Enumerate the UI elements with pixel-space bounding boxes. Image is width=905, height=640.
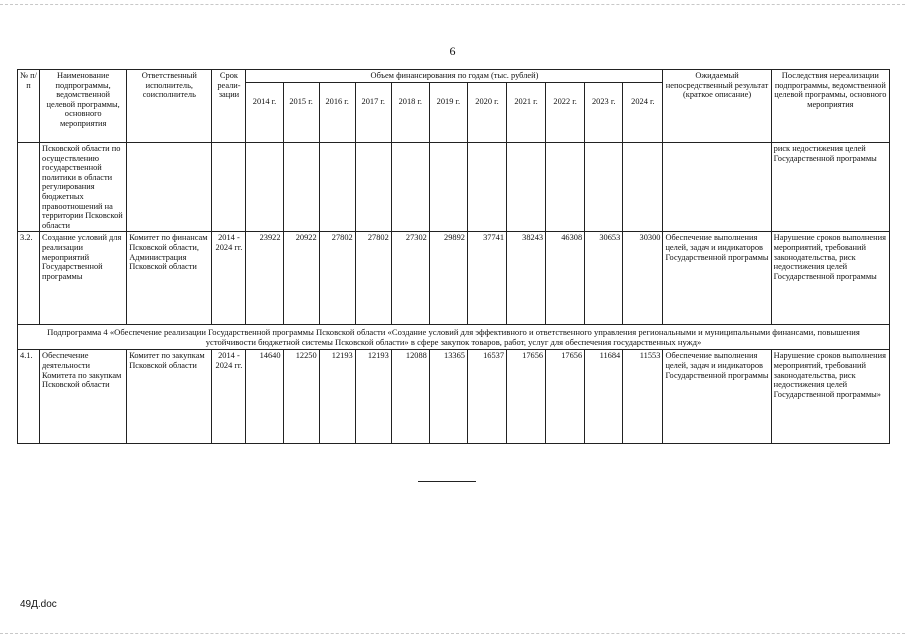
table-row-3-2 bbox=[18, 232, 890, 325]
header-num: № п/п bbox=[18, 70, 40, 143]
cell-result: Обеспечение выполнения целей, задач и индикаторов Государственной программы bbox=[663, 350, 771, 444]
year-header: 2019 г. bbox=[429, 83, 467, 143]
subprogram-title: Подпрограмма 4 «Обеспечение реализации Государственной программы Псковской области «Создание условий для эффективного и ответственного управления региональными и муниципальными финансами, повышения устойчивости бюджетной системы Псковской области» в сфере закупок товаров, работ, услуг для обеспечения государственных нужд» bbox=[18, 325, 890, 350]
scan-artifact-top bbox=[0, 4, 905, 5]
year-header: 2016 г. bbox=[319, 83, 355, 143]
cell-value: 37741 bbox=[467, 232, 506, 325]
cell-value: 27802 bbox=[355, 232, 391, 325]
cell-executor: Комитет по закупкам Псковской области bbox=[127, 350, 212, 444]
page-number: 6 bbox=[449, 44, 456, 58]
cell-value: 17656 bbox=[507, 350, 546, 444]
cell-value: 38243 bbox=[507, 232, 546, 325]
cell-value: 11553 bbox=[623, 350, 663, 444]
cell-num: 4.1. bbox=[18, 350, 40, 444]
cell-num: 3.2. bbox=[18, 232, 40, 325]
header-executor: Ответственный исполнитель, соисполнитель bbox=[127, 70, 212, 143]
year-header: 2015 г. bbox=[283, 83, 319, 143]
cell-value: 13365 bbox=[429, 350, 467, 444]
cell-value: 27802 bbox=[319, 232, 355, 325]
cell-value: 16537 bbox=[467, 350, 506, 444]
cell-value: 46308 bbox=[546, 232, 585, 325]
cell-value: 30653 bbox=[585, 232, 623, 325]
cell-value: 30300 bbox=[623, 232, 663, 325]
year-header: 2018 г. bbox=[391, 83, 429, 143]
cell-consequences: Нарушение сроков выполнения мероприятий, требований законодательства, риск недостижения целей Государственной программы bbox=[771, 232, 889, 325]
cell-name: Обеспечение деятельности Комитета по закупкам Псковской области bbox=[40, 350, 127, 444]
year-header: 2021 г. bbox=[507, 83, 546, 143]
cell-value: 11684 bbox=[585, 350, 623, 444]
year-header: 2017 г. bbox=[355, 83, 391, 143]
year-header: 2024 г. bbox=[623, 83, 663, 143]
cell-consequences: риск недостижения целей Государственной программы bbox=[771, 143, 889, 232]
year-header: 2020 г. bbox=[467, 83, 506, 143]
cell-value: 29892 bbox=[429, 232, 467, 325]
table-row-continuation bbox=[18, 143, 890, 232]
cell-value: 17656 bbox=[546, 350, 585, 444]
scan-artifact-bottom bbox=[0, 633, 905, 634]
year-header: 2022 г. bbox=[546, 83, 585, 143]
cell-value: 12088 bbox=[391, 350, 429, 444]
footer-filename: 49Д.doc bbox=[20, 599, 57, 610]
cell-name: Создание условий для реализации мероприятий Государственной программы bbox=[40, 232, 127, 325]
cell-value: 20922 bbox=[283, 232, 319, 325]
year-header: 2023 г. bbox=[585, 83, 623, 143]
cell-value: 12250 bbox=[283, 350, 319, 444]
cell-executor: Комитет по финансам Псковской области, Администрация Псковской области bbox=[127, 232, 212, 325]
cell-result: Обеспечение выполнения целей, задач и индикаторов Государственной программы bbox=[663, 232, 771, 325]
header-result: Ожидаемый непосредственный результат (краткое описание) bbox=[663, 70, 771, 143]
cell-consequences: Нарушение сроков выполнения мероприятий, требований законодательства, риск недостижения целей Государственной программы» bbox=[771, 350, 889, 444]
header-consequences: Последствия нереализации подпрограммы, ведомственной целевой программы, основного мероприятия bbox=[771, 70, 889, 143]
cell-value: 12193 bbox=[319, 350, 355, 444]
cell-value: 23922 bbox=[246, 232, 283, 325]
cell-value: 14640 bbox=[246, 350, 283, 444]
cell-term: 2014 - 2024 гг. bbox=[212, 350, 246, 444]
header-funding: Объем финансирования по годам (тыс. рублей) bbox=[246, 70, 663, 83]
cell-value: 12193 bbox=[355, 350, 391, 444]
cell-value: 27302 bbox=[391, 232, 429, 325]
table-row-4-1 bbox=[18, 350, 890, 444]
cell-term: 2014 - 2024 гг. bbox=[212, 232, 246, 325]
separator-line bbox=[418, 481, 476, 482]
year-header: 2014 г. bbox=[246, 83, 283, 143]
header-name: Наименование подпрограммы, ведомственной целевой программы, основного мероприятия bbox=[40, 70, 127, 143]
cell-name: Псковской области по осуществлению государственной политики в области регулирования бюджетных правоотношений на территории Псковской области bbox=[40, 143, 127, 232]
header-term: Срок реали-зации bbox=[212, 70, 246, 143]
financing-table bbox=[17, 69, 890, 444]
subprogram-header-row bbox=[18, 325, 890, 350]
